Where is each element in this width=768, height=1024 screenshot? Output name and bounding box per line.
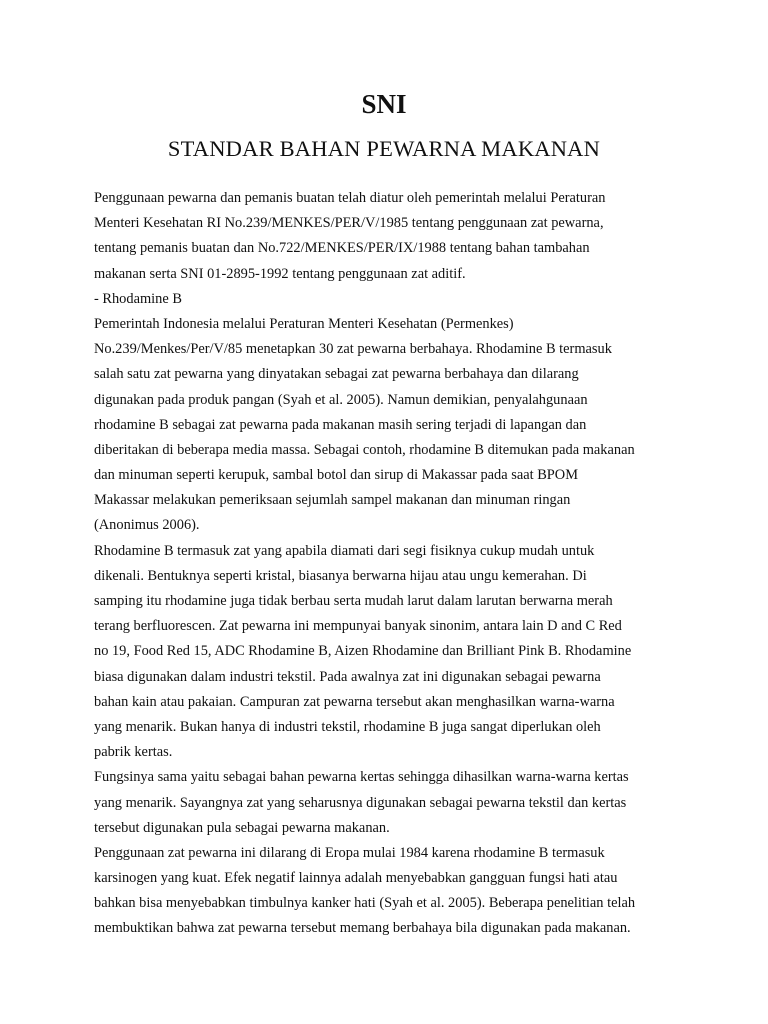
text-line: Menteri Kesehatan RI No.239/MENKES/PER/V/1985 tentang penggunaan zat pewarna, <box>94 215 604 232</box>
text-line: rhodamine B sebagai zat pewarna pada makanan masih sering terjadi di lapangan dan <box>94 416 587 433</box>
text-line: tersebut digunakan pula sebagai pewarna makanan. <box>94 819 390 836</box>
text-line: diberitakan di beberapa media massa. Sebagai contoh, rhodamine B ditemukan pada makanan <box>94 441 635 458</box>
text-line: membuktikan bahwa zat pewarna tersebut memang berbahaya bila digunakan pada makanan. <box>94 920 631 937</box>
text-line: Makassar melakukan pemeriksaan sejumlah sampel makanan dan minuman ringan <box>94 492 571 509</box>
text-line: Fungsinya sama yaitu sebagai bahan pewarna kertas sehingga dihasilkan warna-warna kertas <box>94 769 629 786</box>
text-line: biasa digunakan dalam industri tekstil. Pada awalnya zat ini digunakan sebagai pewarna <box>94 668 601 685</box>
text-line: yang menarik. Sayangnya zat yang seharusnya digunakan sebagai pewarna tekstil dan kertas <box>94 794 627 811</box>
document-body <box>94 186 714 942</box>
section-heading-rhodamine-b: - Rhodamine B <box>94 290 182 307</box>
text-line: Rhodamine B termasuk zat yang apabila diamati dari segi fisiknya cukup mudah untuk <box>94 542 595 559</box>
text-line: digunakan pada produk pangan (Syah et al. 2005). Namun demikian, penyalahgunaan <box>94 391 588 408</box>
document-title: SNI <box>361 89 407 119</box>
text-line: samping itu rhodamine juga tidak berbau serta mudah larut dalam larutan berwarna merah <box>94 593 613 609</box>
text-line: (Anonimus 2006). <box>94 517 200 534</box>
text-line: tentang pemanis buatan dan No.722/MENKES/PER/IX/1988 tentang bahan tambahan <box>94 240 590 257</box>
text-line: salah satu zat pewarna yang dinyatakan sebagai zat pewarna berbahaya dan dilarang <box>94 366 579 383</box>
text-line: pabrik kertas. <box>94 744 173 761</box>
text-line: dikenali. Bentuknya seperti kristal, biasanya berwarna hijau atau ungu kemerahan. Di <box>94 567 587 584</box>
text-line: karsinogen yang kuat. Efek negatif lainnya adalah menyebabkan gangguan fungsi hati atau <box>94 870 618 887</box>
text-line: Penggunaan pewarna dan pemanis buatan telah diatur oleh pemerintah melalui Peraturan <box>94 190 606 206</box>
text-line: bahan kain atau pakaian. Campuran zat pewarna tersebut akan menghasilkan warna-warna <box>94 693 615 710</box>
text-line: No.239/Menkes/Per/V/85 menetapkan 30 zat pewarna berbahaya. Rhodamine B termasuk <box>94 341 612 358</box>
text-line: yang menarik. Bukan hanya di industri tekstil, rhodamine B juga sangat diperlukan oleh <box>94 718 601 735</box>
text-line: makanan serta SNI 01-2895-1992 tentang penggunaan zat aditif. <box>94 265 466 282</box>
text-line: terang berfluorescen. Zat pewarna ini mempunyai banyak sinonim, antara lain D and C Red <box>94 618 622 635</box>
text-line: dan minuman seperti kerupuk, sambal botol dan sirup di Makassar pada saat BPOM <box>94 467 578 484</box>
text-line: bahkan bisa menyebabkan timbulnya kanker hati (Syah et al. 2005). Beberapa penelitian telah <box>94 895 636 912</box>
document-subtitle: STANDAR BAHAN PEWARNA MAKANAN <box>167 136 601 161</box>
text-line: Penggunaan zat pewarna ini dilarang di Eropa mulai 1984 karena rhodamine B termasuk <box>94 844 605 861</box>
text-line: Pemerintah Indonesia melalui Peraturan Menteri Kesehatan (Permenkes) <box>94 315 514 332</box>
text-line: no 19, Food Red 15, ADC Rhodamine B, Aizen Rhodamine dan Brilliant Pink B. Rhodamine <box>94 643 632 660</box>
